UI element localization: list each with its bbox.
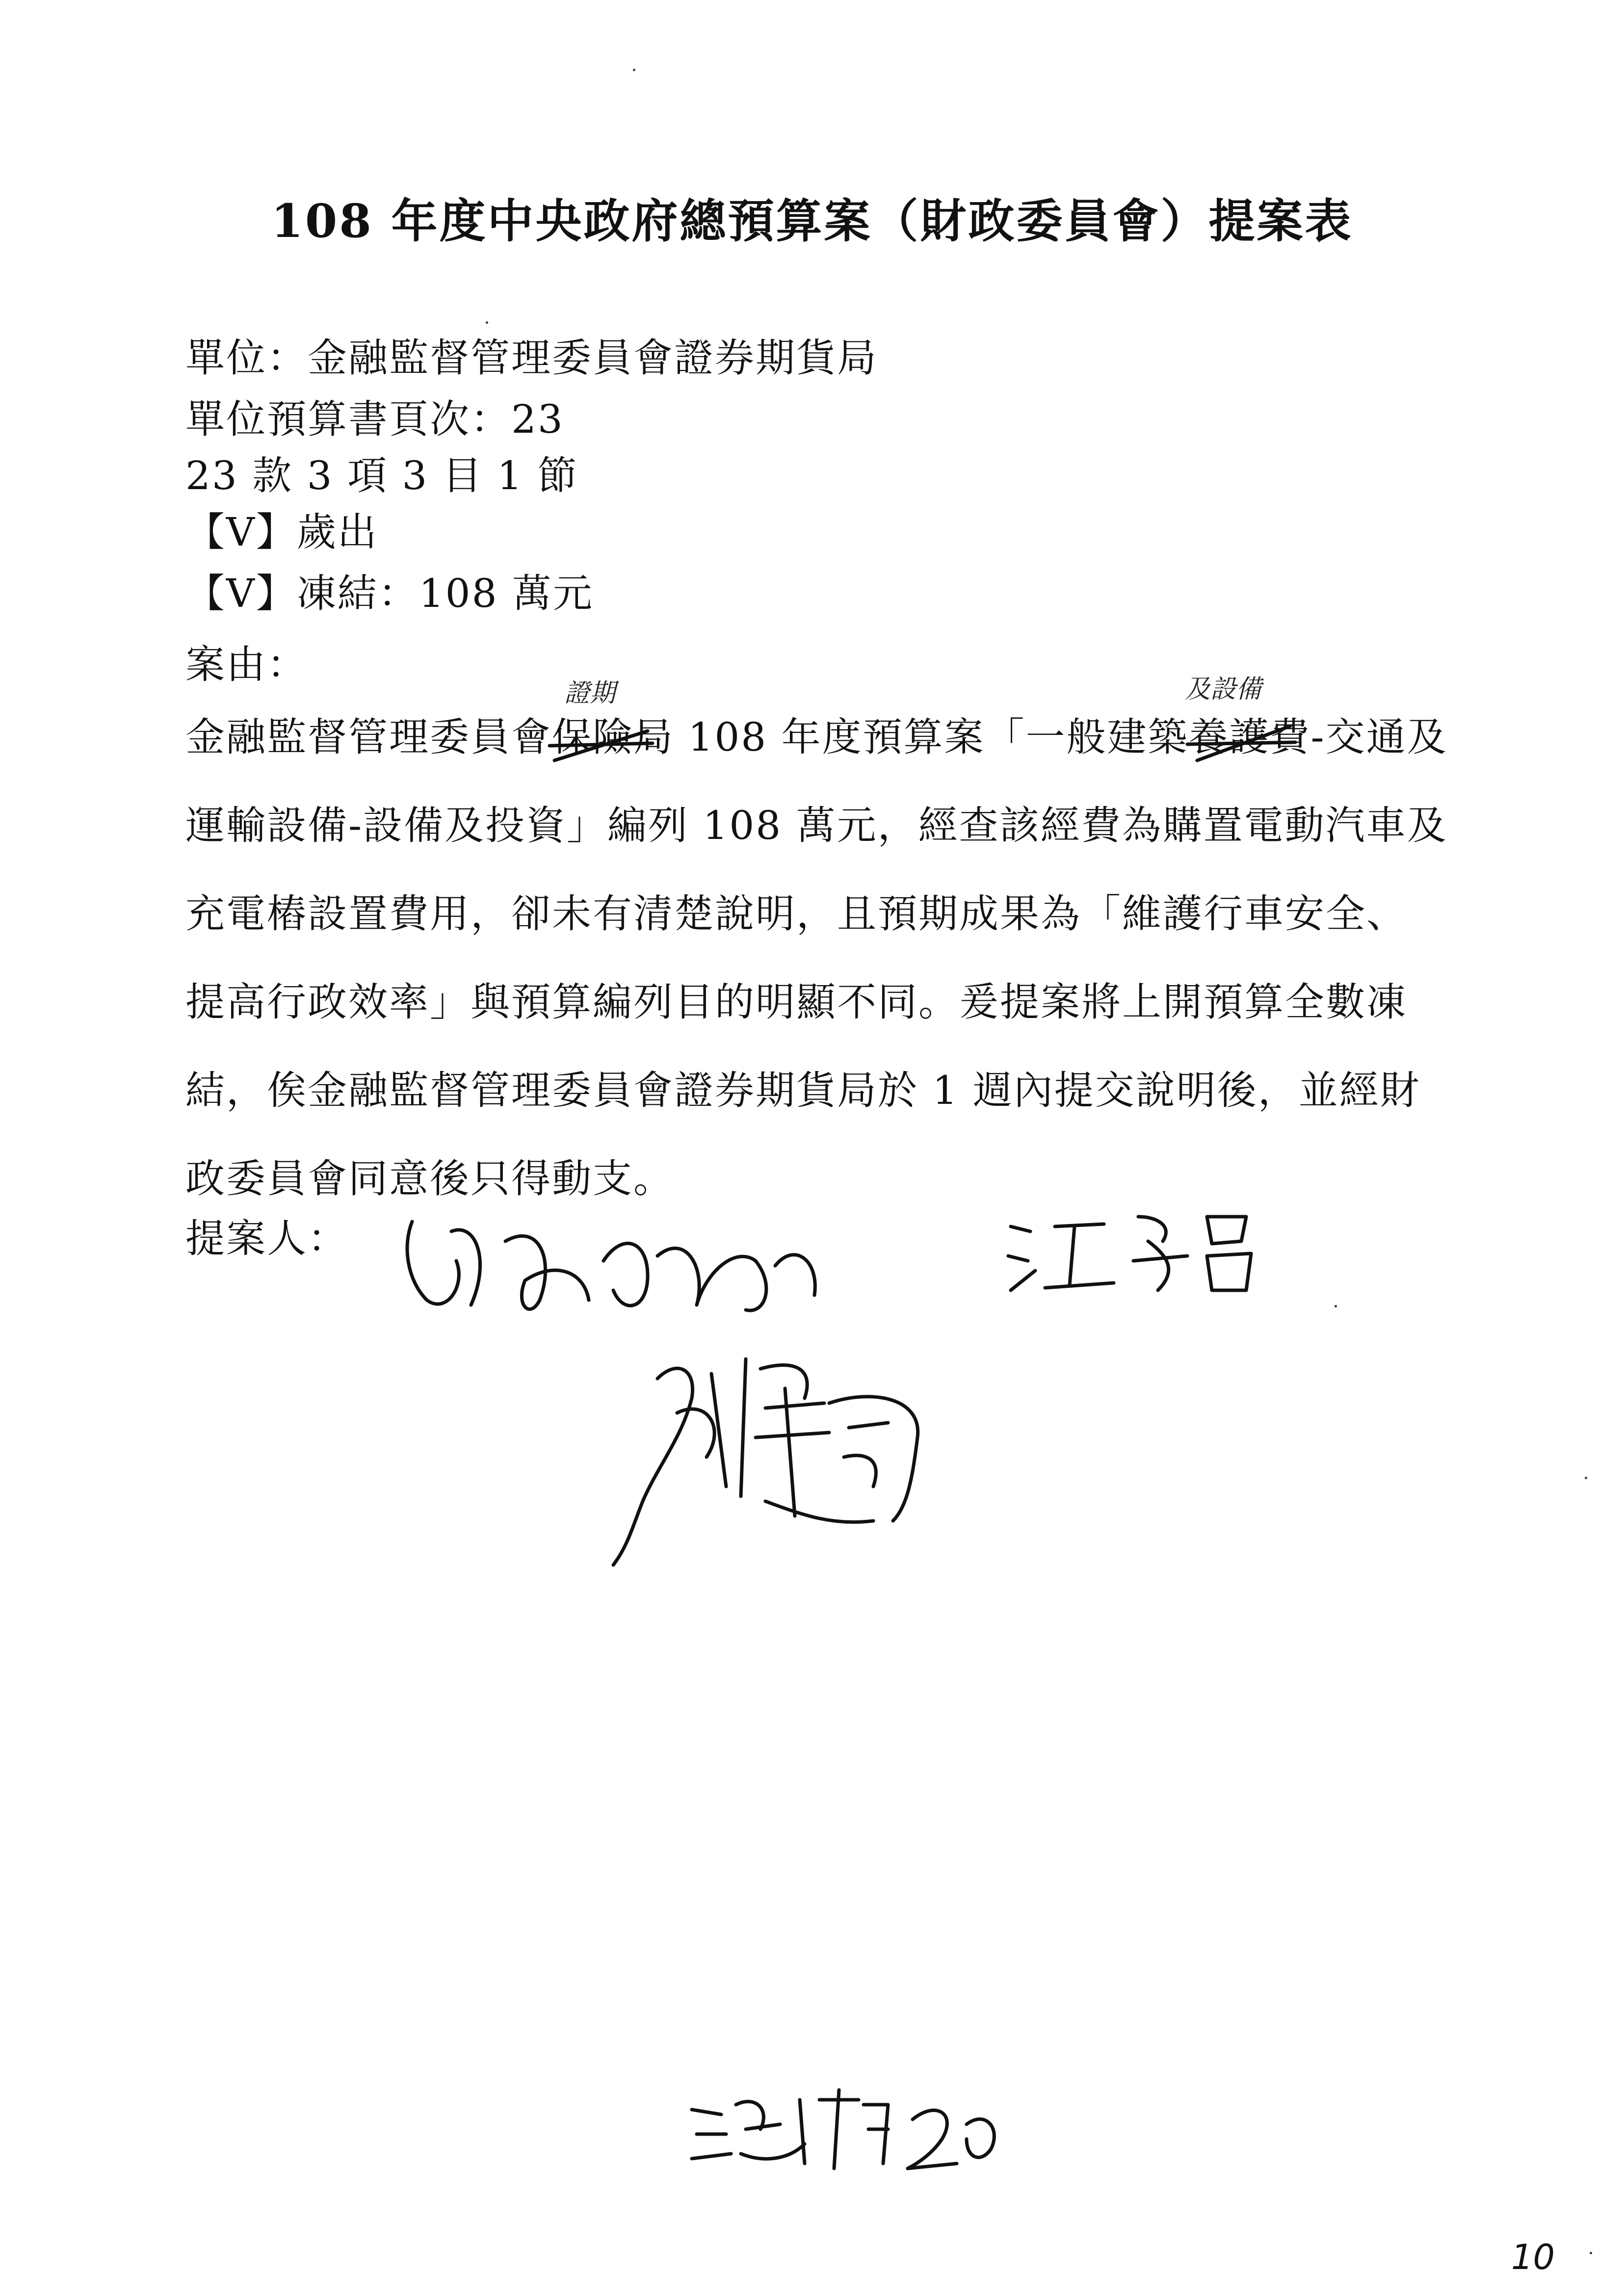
page-number: 10 bbox=[1511, 2237, 1555, 2277]
reason-line-5: 結，俟金融監督管理委員會證券期貨局於 1 週內提交說明後，並經財 bbox=[185, 1068, 1421, 1113]
reason-line-6: 政委員會同意後只得動支。 bbox=[185, 1156, 674, 1201]
signature-2 bbox=[1001, 1197, 1276, 1305]
budget-page-field: 單位預算書頁次：23 bbox=[185, 396, 564, 442]
scan-speck bbox=[1335, 1305, 1337, 1307]
freeze-checkbox-field: 【V】凍結：108 萬元 bbox=[185, 571, 594, 616]
reason-label: 案由： bbox=[185, 642, 308, 687]
page-title: 108 年度中央政府總預算案（財政委員會）提案表 bbox=[271, 194, 1353, 248]
scan-speck bbox=[1585, 1477, 1587, 1479]
handwritten-annotation-2: 及設備 bbox=[1185, 675, 1262, 704]
handwritten-note bbox=[682, 2080, 1006, 2178]
scan-speck bbox=[1590, 2252, 1592, 2254]
reason-line-2: 運輸設備-設備及投資」編列 108 萬元，經查該經費為購置電動汽車及 bbox=[185, 803, 1448, 848]
signature-1 bbox=[393, 1202, 834, 1334]
strike-through-mark bbox=[540, 716, 667, 775]
reason-line-3: 充電樁設置費用，卻未有清楚說明，且預期成果為「維護行車安全、 bbox=[185, 891, 1407, 937]
proposer-label: 提案人： bbox=[185, 1216, 348, 1261]
unit-field: 單位：金融監督管理委員會證券期貨局 bbox=[185, 335, 878, 381]
strike-through-mark bbox=[1178, 714, 1305, 773]
scan-speck bbox=[486, 321, 488, 324]
reason-line-4: 提高行政效率」與預算編列目的明顯不同。爰提案將上開預算全數凍 bbox=[185, 979, 1407, 1025]
signature-3 bbox=[599, 1339, 1040, 1575]
section-field: 23 款 3 項 3 目 1 節 bbox=[185, 453, 578, 498]
reason-line-1: 金融監督管理委員會保險局 108 年度預算案「一般建築養護費-交通及 bbox=[185, 714, 1448, 760]
scan-speck bbox=[633, 69, 635, 71]
expenditure-checkbox-field: 【V】歲出 bbox=[185, 509, 378, 555]
handwritten-annotation-1: 證期 bbox=[564, 678, 616, 708]
